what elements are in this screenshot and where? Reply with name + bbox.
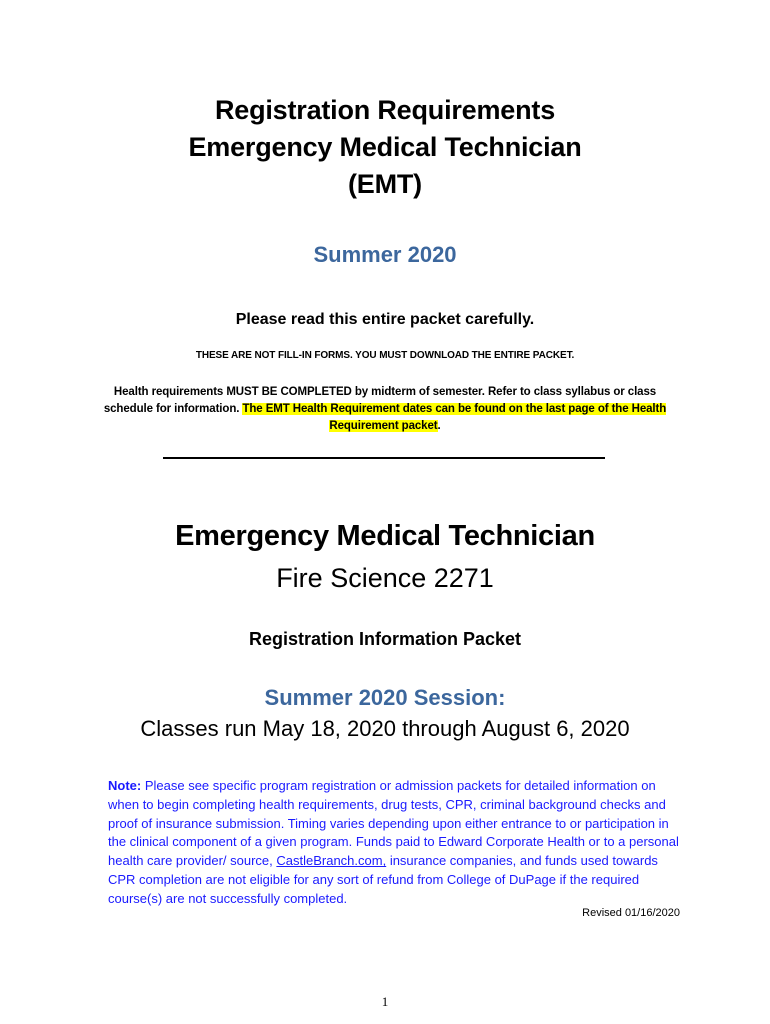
revised-date: Revised 01/16/2020: [582, 907, 680, 919]
packet-title: Registration Information Packet: [248, 629, 522, 649]
title-line-1: Registration Requirements: [214, 95, 556, 125]
session-heading: Summer 2020: [313, 242, 457, 267]
castlebranch-link[interactable]: CastleBranch.com,: [276, 853, 387, 869]
health-highlight: The EMT Health Requirement dates can be found on the last page of the Health Requirement packet: [242, 403, 667, 432]
health-end: .: [437, 420, 441, 432]
health-text: Health requirements MUST BE COMPLETED by midterm of semester. Refer to class syllabus or class schedule for information.: [103, 386, 657, 415]
note-text-2: insurance companies, and funds used towards CPR completion are not eligible for any sort of refund from College of DuPage if the required course(s) are not successfully completed.: [108, 853, 658, 906]
note-text-1: Please see specific program registration or admission packets for detailed information on when to begin completing health requirements, drug tests, CPR, criminal background checks and proof of insurance submission. Timing varies depending upon either entrance to or participation in the clinical component of a given program. Funds paid to Edward Corporate Health or to a personal health care provider/ source,: [108, 778, 679, 869]
course-name: Fire Science 2271: [276, 563, 494, 593]
document-title: [0, 92, 770, 203]
divider: [163, 457, 605, 459]
health-requirements-paragraph: [95, 384, 675, 435]
title-line-3: (EMT): [348, 169, 422, 199]
title-line-2: Emergency Medical Technician: [188, 132, 582, 162]
session-label: Summer 2020 Session:: [264, 685, 506, 710]
class-dates: Classes run May 18, 2020 through August 6, 2020: [140, 716, 630, 741]
note-paragraph: [108, 777, 688, 909]
caps-notice: THESE ARE NOT FILL-IN FORMS. YOU MUST DOWNLOAD THE ENTIRE PACKET.: [195, 350, 575, 361]
read-notice: Please read this entire packet carefully.: [235, 311, 535, 328]
program-name: Emergency Medical Technician: [175, 520, 595, 552]
page-number: 1: [381, 994, 389, 1009]
note-label: Note:: [108, 778, 142, 793]
